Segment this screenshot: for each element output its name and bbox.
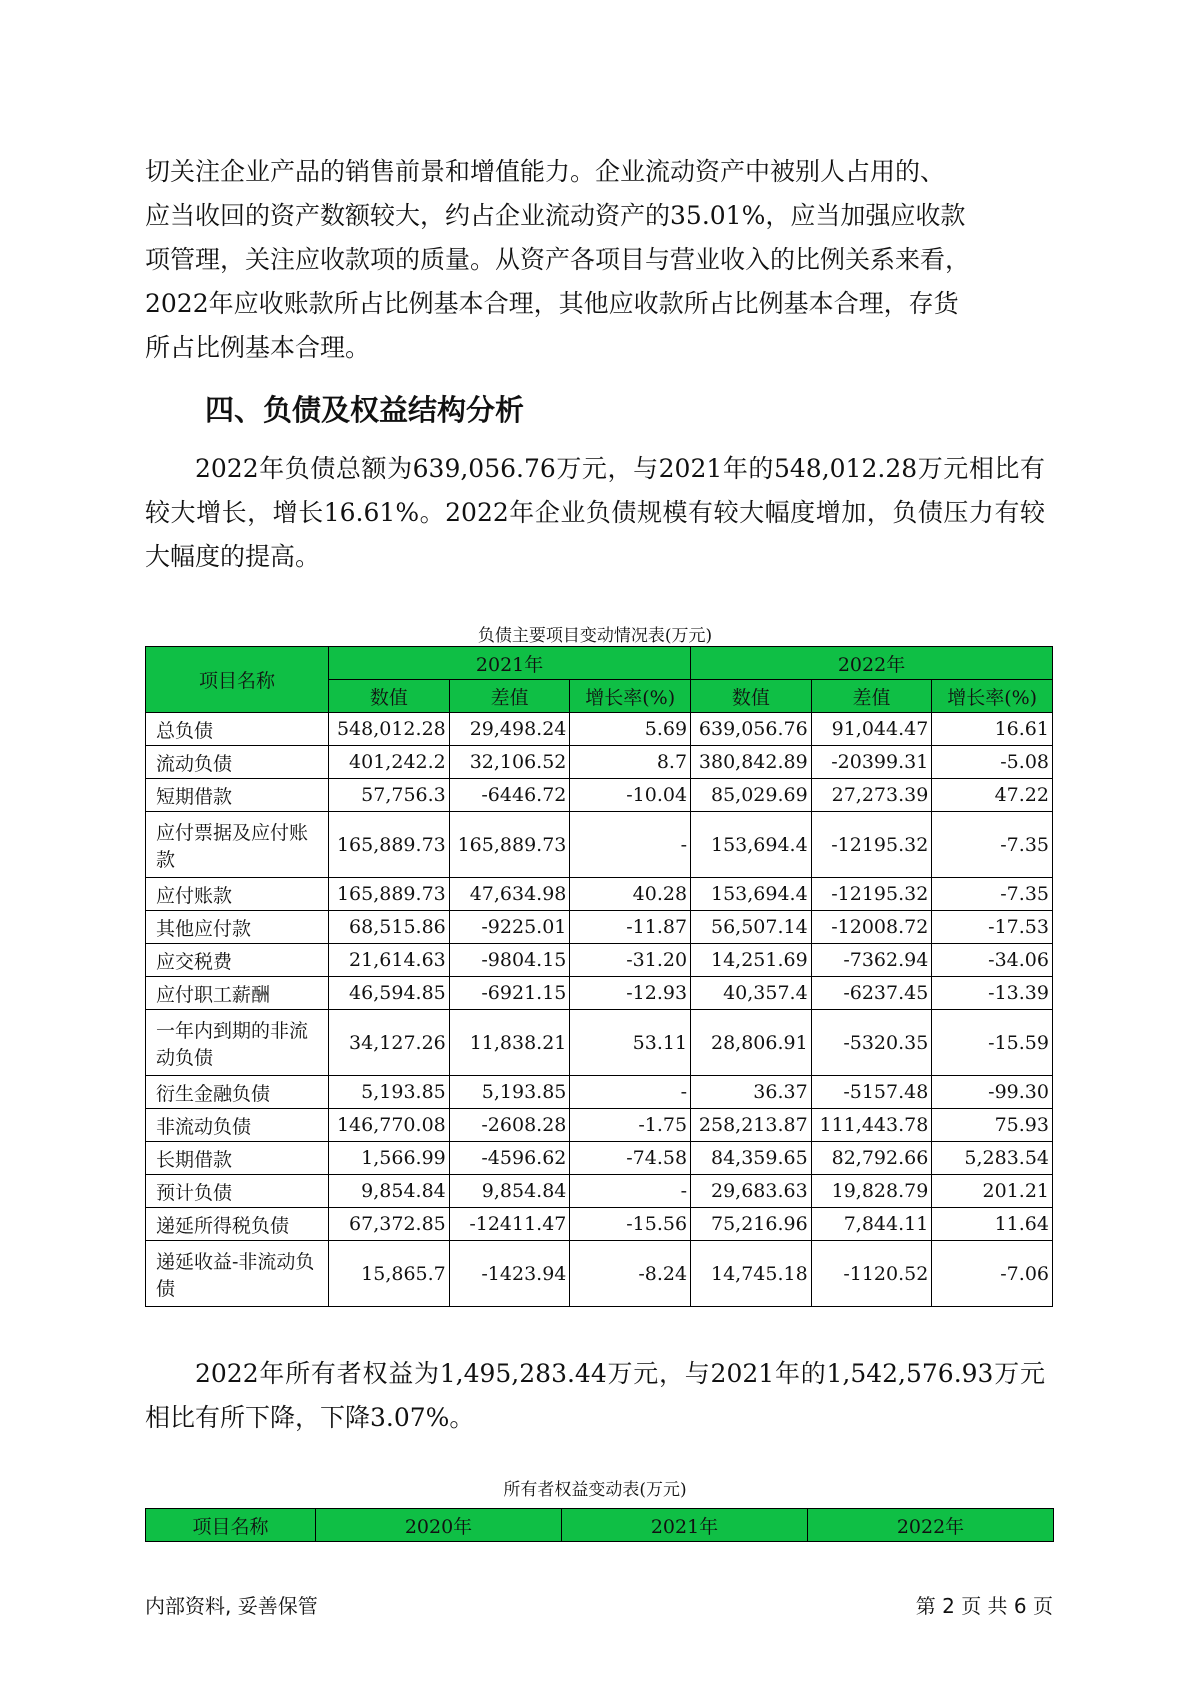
row-cell: -31.20 xyxy=(570,944,691,977)
row-item-name: 递延收益-非流动负债 xyxy=(146,1241,329,1307)
table-row xyxy=(146,878,1053,911)
row-item-name: 一年内到期的非流动负债 xyxy=(146,1010,329,1076)
row-cell: -6237.45 xyxy=(811,977,932,1010)
row-cell: -15.56 xyxy=(570,1208,691,1241)
row-cell: 68,515.86 xyxy=(329,911,450,944)
table-row xyxy=(146,1109,1053,1142)
header-value: 数值 xyxy=(691,680,812,713)
paragraph-liability-summary: 2022年负债总额为639,056.76万元，与2021年的548,012.28万元相比有较大增长，增长16.61%。2022年企业负债规模有较大幅度增加，负债压力有较大幅度的提高。 xyxy=(145,454,1045,571)
row-cell: 56,507.14 xyxy=(691,911,812,944)
row-cell: -7.35 xyxy=(932,812,1053,878)
header-year-2022: 2022年 xyxy=(691,647,1053,680)
row-cell: 40,357.4 xyxy=(691,977,812,1010)
row-item-name: 长期借款 xyxy=(146,1142,329,1175)
footer-page-number: 第 2 页 共 6 页 xyxy=(915,1594,1053,1618)
table-row xyxy=(146,713,1053,746)
row-item-name: 应付职工薪酬 xyxy=(146,977,329,1010)
row-cell: -12.93 xyxy=(570,977,691,1010)
row-cell: 32,106.52 xyxy=(449,746,570,779)
row-cell: -1120.52 xyxy=(811,1241,932,1307)
row-cell: -74.58 xyxy=(570,1142,691,1175)
row-cell: 40.28 xyxy=(570,878,691,911)
table-row xyxy=(146,944,1053,977)
row-cell: 9,854.84 xyxy=(449,1175,570,1208)
row-cell: -12008.72 xyxy=(811,911,932,944)
header-growth-rate: 增长率(%) xyxy=(570,680,691,713)
row-cell: 15,865.7 xyxy=(329,1241,450,1307)
table-row xyxy=(146,1208,1053,1241)
row-cell: -12195.32 xyxy=(811,878,932,911)
row-cell: 29,683.63 xyxy=(691,1175,812,1208)
row-cell: 380,842.89 xyxy=(691,746,812,779)
row-cell: 258,213.87 xyxy=(691,1109,812,1142)
row-cell: 27,273.39 xyxy=(811,779,932,812)
row-cell: 11.64 xyxy=(932,1208,1053,1241)
row-cell: -99.30 xyxy=(932,1076,1053,1109)
table-row xyxy=(146,1076,1053,1109)
paragraph-line: 应当收回的资产数额较大，约占企业流动资产的35.01%，应当加强应收款 xyxy=(145,201,966,230)
liabilities-table xyxy=(145,646,1053,1307)
row-cell: - xyxy=(570,812,691,878)
table-row xyxy=(146,977,1053,1010)
row-cell: 9,854.84 xyxy=(329,1175,450,1208)
header-year-2020: 2020年 xyxy=(316,1509,562,1542)
header-year-2021: 2021年 xyxy=(329,647,691,680)
row-cell: -1423.94 xyxy=(449,1241,570,1307)
row-cell: 82,792.66 xyxy=(811,1142,932,1175)
row-cell: 1,566.99 xyxy=(329,1142,450,1175)
row-cell: -15.59 xyxy=(932,1010,1053,1076)
row-cell: 5,283.54 xyxy=(932,1142,1053,1175)
row-cell: 57,756.3 xyxy=(329,779,450,812)
table-row xyxy=(146,746,1053,779)
row-item-name: 总负债 xyxy=(146,713,329,746)
row-cell: 153,694.4 xyxy=(691,812,812,878)
paragraph-line: 所占比例基本合理。 xyxy=(145,333,371,362)
row-cell: 146,770.08 xyxy=(329,1109,450,1142)
row-cell: -10.04 xyxy=(570,779,691,812)
row-item-name: 短期借款 xyxy=(146,779,329,812)
row-cell: - xyxy=(570,1175,691,1208)
row-cell: 201.21 xyxy=(932,1175,1053,1208)
row-cell: 47,634.98 xyxy=(449,878,570,911)
footer-confidential-note: 内部资料, 妥善保管 xyxy=(145,1594,318,1618)
row-cell: -5320.35 xyxy=(811,1010,932,1076)
row-cell: -6921.15 xyxy=(449,977,570,1010)
header-item-name: 项目名称 xyxy=(146,647,329,713)
row-cell: -6446.72 xyxy=(449,779,570,812)
row-cell: 19,828.79 xyxy=(811,1175,932,1208)
paragraph-line: 切关注企业产品的销售前景和增值能力。企业流动资产中被别人占用的、 xyxy=(145,157,946,186)
row-cell: 16.61 xyxy=(932,713,1053,746)
row-cell: 21,614.63 xyxy=(329,944,450,977)
paragraph-asset-summary xyxy=(145,150,1045,370)
table-row xyxy=(146,911,1053,944)
row-item-name: 应付账款 xyxy=(146,878,329,911)
row-item-name: 预计负债 xyxy=(146,1175,329,1208)
row-cell: 75,216.96 xyxy=(691,1208,812,1241)
row-cell: 153,694.4 xyxy=(691,878,812,911)
row-cell: -34.06 xyxy=(932,944,1053,977)
row-cell: -7362.94 xyxy=(811,944,932,977)
header-year-2022: 2022年 xyxy=(808,1509,1054,1542)
row-cell: -12411.47 xyxy=(449,1208,570,1241)
header-difference: 差值 xyxy=(811,680,932,713)
row-cell: 28,806.91 xyxy=(691,1010,812,1076)
row-cell: 5.69 xyxy=(570,713,691,746)
row-cell: 401,242.2 xyxy=(329,746,450,779)
row-cell: 14,745.18 xyxy=(691,1241,812,1307)
row-cell: 548,012.28 xyxy=(329,713,450,746)
row-cell: 91,044.47 xyxy=(811,713,932,746)
row-cell: -5157.48 xyxy=(811,1076,932,1109)
row-cell: 165,889.73 xyxy=(449,812,570,878)
row-cell: 36.37 xyxy=(691,1076,812,1109)
row-cell: -12195.32 xyxy=(811,812,932,878)
table-row xyxy=(146,1142,1053,1175)
row-item-name: 应交税费 xyxy=(146,944,329,977)
row-cell: 165,889.73 xyxy=(329,812,450,878)
row-cell: 85,029.69 xyxy=(691,779,812,812)
row-cell: 67,372.85 xyxy=(329,1208,450,1241)
row-item-name: 流动负债 xyxy=(146,746,329,779)
header-value: 数值 xyxy=(329,680,450,713)
row-cell: -1.75 xyxy=(570,1109,691,1142)
table-row xyxy=(146,1175,1053,1208)
row-cell: -5.08 xyxy=(932,746,1053,779)
header-difference: 差值 xyxy=(449,680,570,713)
row-cell: -2608.28 xyxy=(449,1109,570,1142)
row-cell: - xyxy=(570,1076,691,1109)
table-row xyxy=(146,812,1053,878)
row-cell: 46,594.85 xyxy=(329,977,450,1010)
row-cell: -9225.01 xyxy=(449,911,570,944)
row-cell: 7,844.11 xyxy=(811,1208,932,1241)
header-item-name: 项目名称 xyxy=(146,1509,316,1542)
row-cell: 11,838.21 xyxy=(449,1010,570,1076)
row-cell: 5,193.85 xyxy=(449,1076,570,1109)
row-cell: 8.7 xyxy=(570,746,691,779)
section-heading: 四、负债及权益结构分析 xyxy=(205,393,525,427)
table-row xyxy=(146,1010,1053,1076)
row-cell: -13.39 xyxy=(932,977,1053,1010)
row-item-name: 应付票据及应付账款 xyxy=(146,812,329,878)
paragraph-equity-summary: 2022年所有者权益为1,495,283.44万元，与2021年的1,542,576.93万元相比有所下降，下降3.07%。 xyxy=(145,1359,1045,1432)
row-item-name: 非流动负债 xyxy=(146,1109,329,1142)
row-cell: -20399.31 xyxy=(811,746,932,779)
row-cell: 53.11 xyxy=(570,1010,691,1076)
table-row xyxy=(146,779,1053,812)
equity-table xyxy=(145,1508,1054,1542)
row-cell: -9804.15 xyxy=(449,944,570,977)
row-cell: -17.53 xyxy=(932,911,1053,944)
row-cell: 111,443.78 xyxy=(811,1109,932,1142)
row-cell: 29,498.24 xyxy=(449,713,570,746)
row-item-name: 递延所得税负债 xyxy=(146,1208,329,1241)
row-cell: 75.93 xyxy=(932,1109,1053,1142)
row-cell: 639,056.76 xyxy=(691,713,812,746)
row-cell: 14,251.69 xyxy=(691,944,812,977)
row-cell: -4596.62 xyxy=(449,1142,570,1175)
header-growth-rate: 增长率(%) xyxy=(932,680,1053,713)
row-cell: -11.87 xyxy=(570,911,691,944)
row-cell: 84,359.65 xyxy=(691,1142,812,1175)
table-caption-liabilities: 负债主要项目变动情况表(万元) xyxy=(477,626,713,646)
paragraph-line: 2022年应收账款所占比例基本合理，其他应收款所占比例基本合理，存货 xyxy=(145,289,959,318)
table-caption-equity: 所有者权益变动表(万元) xyxy=(503,1480,687,1500)
row-cell: 34,127.26 xyxy=(329,1010,450,1076)
row-cell: 47.22 xyxy=(932,779,1053,812)
row-cell: -8.24 xyxy=(570,1241,691,1307)
paragraph-line: 项管理，关注应收款项的质量。从资产各项目与营业收入的比例关系来看， xyxy=(145,245,971,274)
row-cell: -7.35 xyxy=(932,878,1053,911)
row-item-name: 其他应付款 xyxy=(146,911,329,944)
row-item-name: 衍生金融负债 xyxy=(146,1076,329,1109)
row-cell: -7.06 xyxy=(932,1241,1053,1307)
row-cell: 5,193.85 xyxy=(329,1076,450,1109)
header-year-2021: 2021年 xyxy=(562,1509,808,1542)
table-row xyxy=(146,1241,1053,1307)
row-cell: 165,889.73 xyxy=(329,878,450,911)
